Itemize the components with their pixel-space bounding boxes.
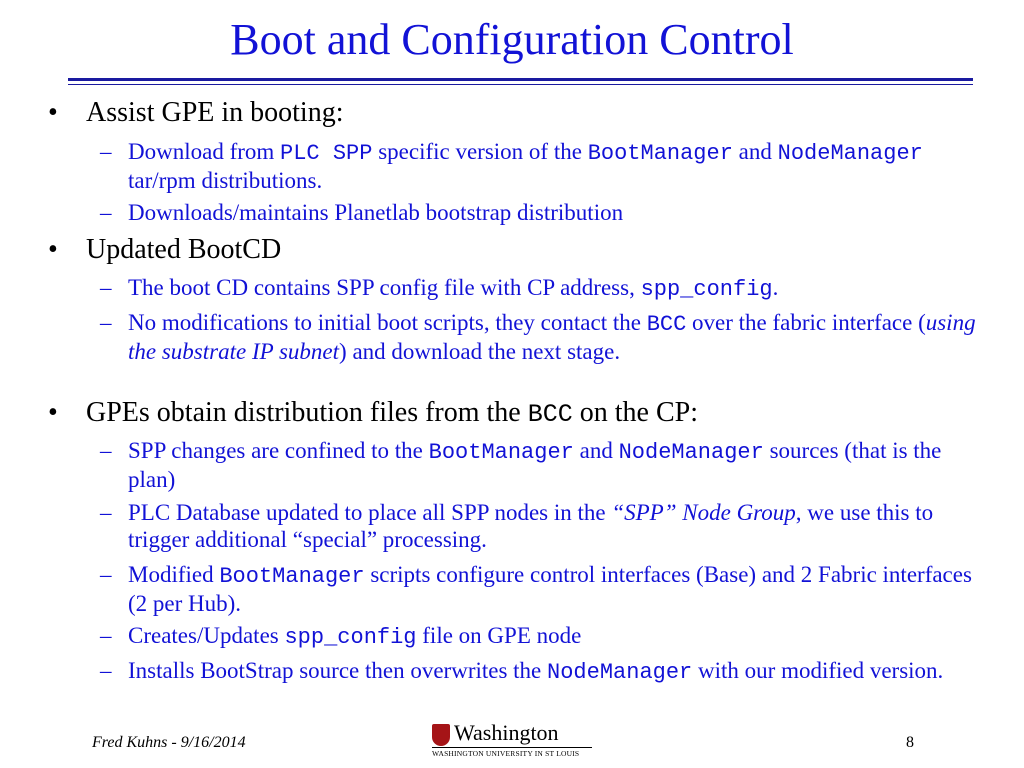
university-shield-icon xyxy=(432,724,450,746)
text-segment: The boot CD contains SPP config file with CP address, xyxy=(128,275,641,300)
dash-icon: – xyxy=(100,623,112,648)
code-plc-spp: PLC SPP xyxy=(280,141,373,166)
text-segment: Modified xyxy=(128,562,220,587)
sub-bullet-plc-database xyxy=(100,499,988,553)
bullet-text: Updated BootCD xyxy=(86,234,282,265)
bullet-updated-bootcd xyxy=(48,234,986,265)
text-segment: tar/rpm distributions. xyxy=(128,168,323,193)
sub-bullet-modified-bootmanager xyxy=(100,561,988,617)
text-segment: specific version of the xyxy=(372,139,588,164)
code-bootmanager: BootManager xyxy=(219,564,365,589)
code-bcc: BCC xyxy=(527,400,573,429)
text-segment: and xyxy=(573,438,619,463)
text-segment: No modifications to initial boot scripts, they contact the xyxy=(128,310,647,335)
text-segment: with our modified version. xyxy=(692,658,944,683)
text-segment: , we use this to trigger additional “special” processing. xyxy=(128,500,934,552)
bullet-dot-icon: • xyxy=(48,397,58,428)
sub-bullet-creates-updates xyxy=(100,622,988,651)
code-bootmanager: BootManager xyxy=(587,141,733,166)
italic-phrase: using the substrate IP subnet xyxy=(128,310,976,364)
text-segment: over the fabric interface ( xyxy=(686,310,926,335)
dash-icon: – xyxy=(100,200,112,225)
text-segment: PLC Database updated to place all SPP nodes in the xyxy=(128,500,612,525)
italic-phrase: “SPP” Node Group xyxy=(611,500,796,525)
text-segment: . xyxy=(772,275,779,300)
text-segment: GPEs obtain distribution files from the xyxy=(86,397,528,428)
text-segment: Creates/Updates xyxy=(128,623,285,648)
dash-icon: – xyxy=(100,310,112,335)
dash-icon: – xyxy=(100,139,112,164)
slide-title: Boot and Configuration Control xyxy=(230,15,794,64)
code-bcc: BCC xyxy=(646,312,687,337)
text-segment: sources (that is the plan) xyxy=(128,438,942,492)
text-segment: Downloads/maintains Planetlab bootstrap distribution xyxy=(128,200,624,225)
dash-icon: – xyxy=(100,438,112,463)
code-spp-config: spp_config xyxy=(284,625,417,650)
code-spp-config: spp_config xyxy=(640,277,773,302)
sub-bullet-no-modifications xyxy=(100,309,988,365)
text-segment: file on GPE node xyxy=(416,623,582,648)
bullet-gpes-obtain xyxy=(48,397,986,430)
bullet-dot-icon: • xyxy=(48,234,58,265)
text-segment: Download from xyxy=(128,139,281,164)
dash-icon: – xyxy=(100,658,112,683)
bullet-assist-gpe xyxy=(48,97,986,128)
text-segment: scripts configure control interfaces (Base) and 2 Fabric interfaces (2 per Hub). xyxy=(128,562,972,616)
code-nodemanager: NodeManager xyxy=(618,440,764,465)
washington-university-logo xyxy=(432,722,592,760)
dash-icon: – xyxy=(100,500,112,525)
sub-bullet-installs-bootstrap xyxy=(100,657,988,686)
dash-icon: – xyxy=(100,562,112,587)
sub-bullet-download xyxy=(100,138,988,194)
footer-author-date: Fred Kuhns - 9/16/2014 xyxy=(92,734,246,751)
sub-bullet-bootstrap xyxy=(100,199,988,226)
text-segment: on the CP: xyxy=(572,397,698,428)
code-bootmanager: BootManager xyxy=(428,440,574,465)
logo-subline: WASHINGTON UNIVERSITY IN ST LOUIS xyxy=(432,747,592,758)
sub-bullet-spp-changes xyxy=(100,437,988,493)
text-segment: SPP changes are confined to the xyxy=(128,438,429,463)
page-number: 8 xyxy=(906,734,914,751)
text-segment: and xyxy=(732,139,778,164)
sub-bullet-bootcd-config xyxy=(100,274,988,303)
text-segment: Installs BootStrap source then overwrites the xyxy=(128,658,548,683)
bullet-text: Assist GPE in booting: xyxy=(86,97,344,128)
code-nodemanager: NodeManager xyxy=(547,660,693,685)
bullet-dot-icon: • xyxy=(48,97,58,128)
logo-wordmark: Washington xyxy=(454,720,559,745)
code-nodemanager: NodeManager xyxy=(777,141,923,166)
dash-icon: – xyxy=(100,275,112,300)
text-segment: ) and download the next stage. xyxy=(339,339,621,364)
